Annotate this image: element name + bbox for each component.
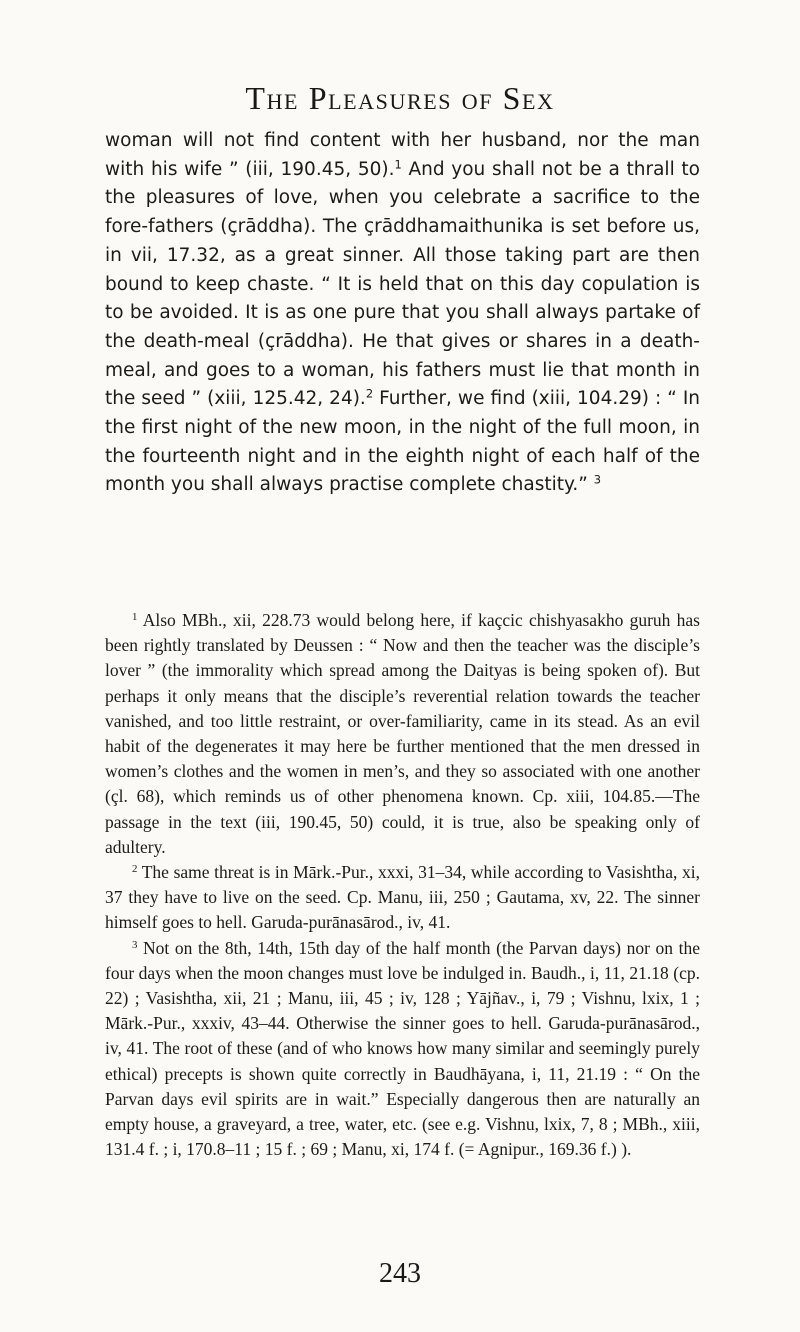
main-text xyxy=(105,127,700,500)
running-head: The Pleasures of Sex xyxy=(245,80,555,116)
main-text-segment: woman will not find content with her husband, nor the man with his wife ” (iii, 190.45, 50). xyxy=(105,130,700,180)
main-text-segment: And you shall not be a thrall to the pleasures of love, when you celebrate a sacrifice to the fore-fathers (çrāddha). The çrāddhamaithunika is set before us, in vii, 17.32, as a great sinner. All those taking part are then bound to keep chaste. “ It is held that on this day copulation is to be avoided. It is as one pure that you shall always partake of the death-meal (çrāddha). He that gives or shares in a death-meal, and goes to a woman, his fathers must lie that month in the seed ” (xiii, 125.42, 24). xyxy=(105,158,700,410)
footnote-text: Not on the 8th, 14th, 15th day of the half month (the Parvan days) nor on the four days when the moon changes must love be indulged in. Baudh., i, 11, 21.18 (cp. 22) ; Vasishtha, xii, 21 ; Manu, iii, 45 ; iv, 128 ; Yājñav., i, 79 ; Vishnu, lxix, 1 ; Mārk.-Pur., xxxiv, 43–44. Otherwise the sinner goes to hell. Garuda-purānasārod., iv, 41. The root of these (and of who knows how many similar and seemingly purely ethical) precepts is shown quite correctly in Baudhāyana, i, 11, 21.19 : “ On the Parvan days evil spirits are in wait.” Especially dangerous then are naturally an empty house, a graveyard, a tree, water, etc. (see e.g. Vishnu, lxix, 7, 8 ; MBh., xiii, 131.4 f. ; i, 170.8–11 ; 15 f. ; 69 ; Manu, xi, 174 f. (= Agnipur., 169.36 f.) ). xyxy=(105,937,700,1160)
main-text-segment: Further, we find (xiii, 104.29) : “ In the first night of the new moon, in the night of the full moon, in the fourteenth night and in the eighth night of each half of the month you shall always practise complete chastity.” xyxy=(105,388,700,496)
footnote-text: Also MBh., xii, 228.73 would belong here, if kaçcic chishyasakho guruh has been rightly translated by Deussen : “ Now and then the teacher was the disciple’s lover ” (the immorality which spread among the Daityas is being spoken of). But perhaps it only means that the disciple’s reverential relation towards the teacher vanished, and too little restraint, or over-familiarity, came in its stead. As an evil habit of the degenerates it may here be further mentioned that the men dressed in women’s clothes and the women in men’s, and they so associated with one another (çl. 68), which reminds us of other phenomena known. Cp. xiii, 104.85.—The passage in the text (iii, 190.45, 50) could, it is true, also be speaking only of adultery. xyxy=(105,610,700,857)
footnote-1 xyxy=(105,608,700,860)
footnote-ref-1: 1 xyxy=(394,157,402,172)
footnote-marker: 3 xyxy=(132,938,138,951)
footnote-2 xyxy=(105,860,700,936)
footnote-ref-3: 3 xyxy=(593,473,601,488)
footnote-text: The same threat is in Mārk.-Pur., xxxi, 31–34, while according to Vasishtha, xi, 37 they have to live on the seed. Cp. Manu, iii, 250 ; Gautama, xv, 22. The sinner himself goes to hell. Garuda-purānasārod., iv, 41. xyxy=(105,862,700,933)
footnote-marker: 2 xyxy=(132,863,138,876)
footnote-ref-2: 2 xyxy=(365,387,374,402)
footnotes xyxy=(105,608,700,1162)
footnote-marker: 1 xyxy=(132,611,138,624)
footnote-3 xyxy=(105,936,700,1163)
page-number: 243 xyxy=(379,1258,421,1289)
